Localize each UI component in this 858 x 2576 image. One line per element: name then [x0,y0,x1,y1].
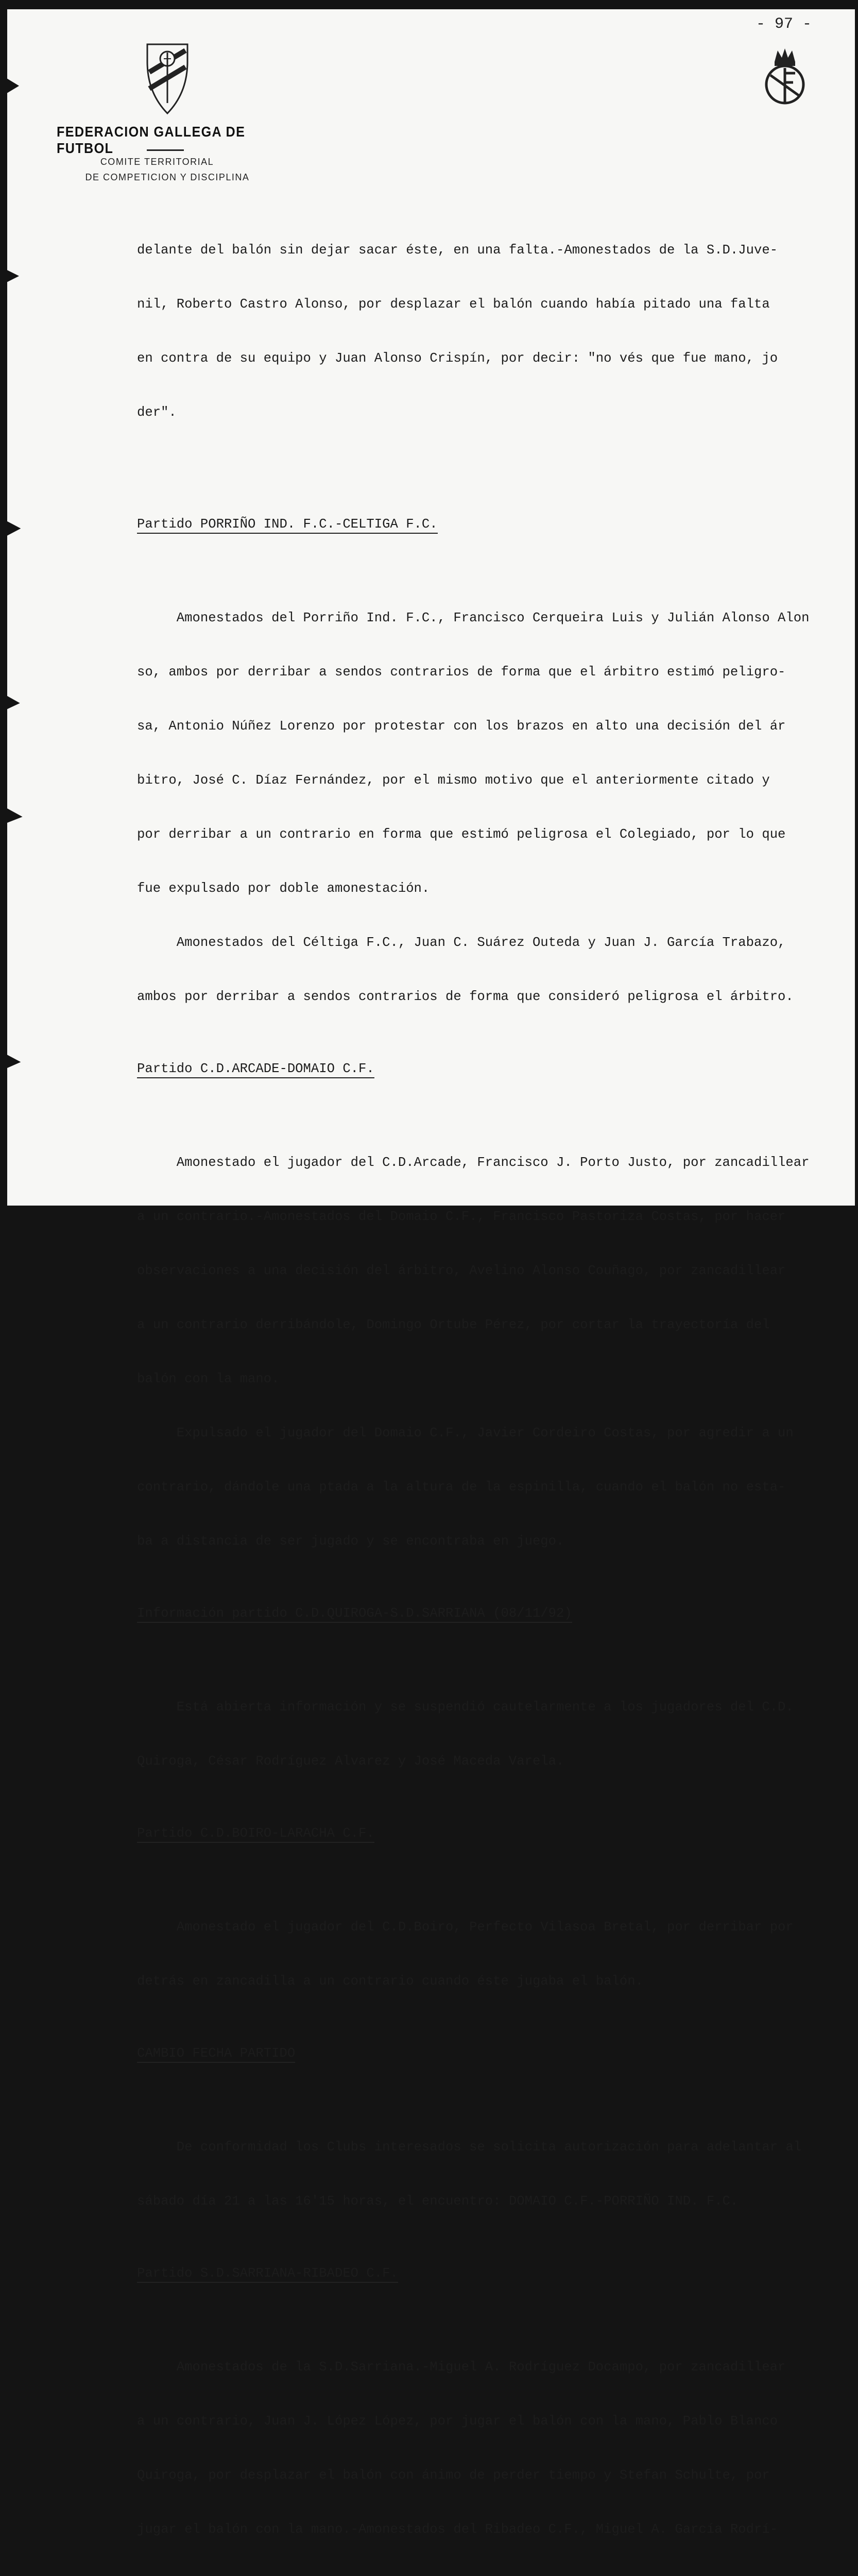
body-line: a un contrario, Juan J. López López, por jugar el balón con la mano, Pablo Blanco [137,2414,778,2429]
body-line: observaciones a una decisión del árbitro, Avelino Alonso Couñago, por zancadillear [137,1263,786,1278]
section-heading: Partido PORRIÑO IND. F.C.-CELTIGA F.C. [137,516,438,534]
body-line: so, ambos por derribar a sendos contrarios de forma que el árbitro estimó peligro- [137,665,786,680]
body-line: detrás en zancadilla a un contrario cuando éste jugaba el balón. [137,1974,643,1989]
body-line: Quiroga, César Rodríguez Alvarez y José Maceda Varela. [137,1754,564,1769]
body-line: Amonestados del Porriño Ind. F.C., Francisco Cerqueira Luis y Julián Alonso Alon [137,611,810,625]
body-line: ba a distancia de ser jugado y se encontraba en juego. [137,1534,564,1549]
section-heading: Información partido C.D.QUIROGA-S.D.SARRIANA (08/11/92) [137,1605,572,1623]
intro-line: delante del balón sin dejar sacar éste, en una falta.-Amonestados de la S.D.Juve- [137,243,778,258]
body-line: Amonestado el jugador del C.D.Arcade, Francisco J. Porto Justo, por zancadillear [137,1155,810,1170]
body-line: Amonestados de la S.D.Sarriana.-Miguel A. Rodríguez Docampo, por zancadillear [137,2360,786,2375]
committee-line-2: DE COMPETICION Y DISCIPLINA [85,172,250,182]
intro-line: der". [137,405,177,420]
body-line: jugar el balón con la mano.-Amonestados del Ribadeo C.F., Miguel A. García Rodrí- [137,2522,778,2537]
body-line: Amonestado el jugador del C.D.Boiro, Perfecto Vilasoa Bretal, por derribar por [137,1920,794,1935]
body-line: Amonestados del Céltiga F.C., Juan C. Suárez Outeda y Juan J. García Trabazo, [137,935,786,950]
body-line: a un contrario derribándole, Domingo Ortube Pérez, por cortar la trayectoría del [137,1317,770,1332]
section-heading-row [137,1824,853,1842]
intro-line: nil, Roberto Castro Alonso, por desplazar el balón cuando había pitado una falta [137,297,770,312]
body-line: bitro, José C. Díaz Fernández, por el mismo motivo que el anteriormente citado y [137,773,770,788]
section-heading-row [137,1604,853,1622]
body-line: sa, Antonio Núñez Lorenzo por protestar con los brazos en alto una decisión del ár [137,719,786,734]
body-line: ambos por derribar a sendos contrarios de forma que consideró peligrosa el árbitro. [137,989,794,1004]
document-body [137,205,853,2576]
page-number: - 97 - [756,15,812,33]
body-line: Está abierta información y se suspendió cautelarmente a los jugadores del C.D. [137,1700,794,1715]
body-line: balón con la mano. [137,1371,280,1386]
body-line: por derribar a un contrario en forma que estimó peligrosa el Colegiado, por lo que [137,827,786,842]
section-heading-row [137,2264,853,2282]
royal-crest-icon [763,46,806,105]
section-heading: Partido C.D.BOIRO-LARACHA C.F. [137,1825,374,1843]
section-heading: CAMBIO FECHA PARTIDO [137,2045,295,2063]
header-divider [147,149,184,151]
body-line: Quiroga, por desplazar el balón con ánimo de perder tiempo y Stefan Schulte, por [137,2468,770,2483]
body-line: Expulsado el jugador del Domaio C.F., Javier Cordeiro Costas, por agredir a un [137,1426,794,1440]
body-line: a un contrario.-Amonestados del Domaio C.F., Francisco Pastoriza Costas, por hacer [137,1209,786,1224]
body-line: fue expulsado por doble amonestación. [137,881,430,896]
intro-line: en contra de su equipo y Juan Alonso Crispín, por decir: "no vés que fue mano, jo [137,351,778,366]
section-heading: Partido S.D.SARRIANA-RIBADEO C.F. [137,2265,398,2283]
body-line: sábado día 21 a las 16'15 horas, el encuentro: DOMAIO C.F.-PORRIÑO IND. F.C. [137,2194,739,2209]
committee-line-1: COMITE TERRITORIAL [100,157,214,167]
section-heading-row [137,2044,853,2062]
section-heading-row [137,515,853,533]
shield-logo-icon [145,41,190,115]
section-heading-row [137,1060,853,1078]
section-heading: Partido C.D.ARCADE-DOMAIO C.F. [137,1060,374,1078]
federation-name: FEDERACION GALLEGA DE FUTBOL [57,124,246,156]
body-line: De conformidad los Clubs interesados se solicita autorización para adelantar al [137,2140,802,2155]
body-line: contrario, dándole una ptada a la altura de la espinilla, cuando el balón no esta- [137,1480,786,1495]
